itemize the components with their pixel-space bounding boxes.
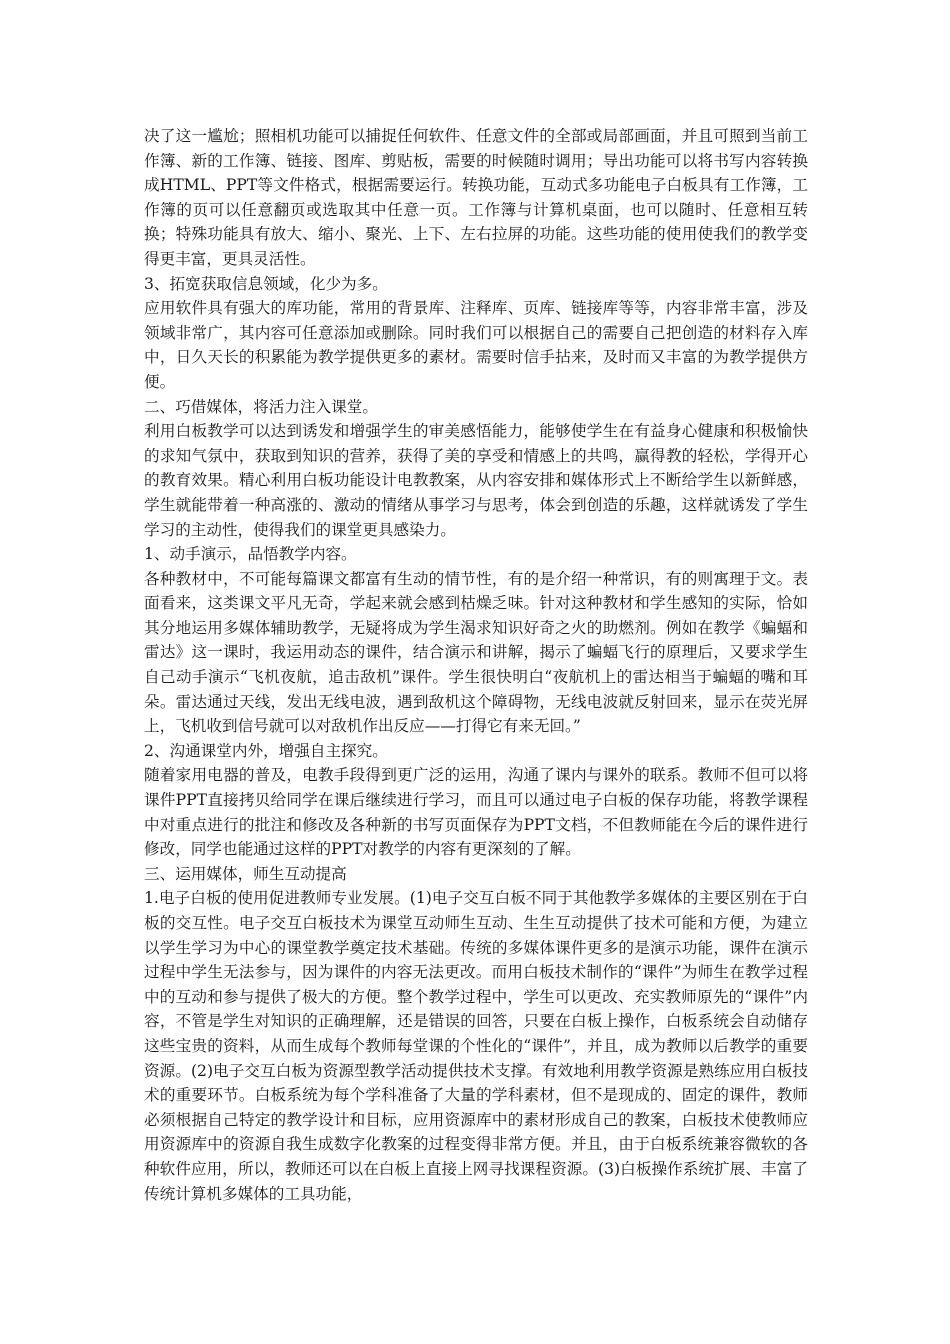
section-heading-er: 二、巧借媒体，将活力注入课堂。 [144, 397, 378, 416]
paragraph-2: 应用软件具有强大的库功能，常用的背景库、注释库、页库、链接库等等，内容非常丰富，涉及领域非常广，其内容可任意添加或删除。同时我们可以根据自己的需要自己把创造的材料存入库中，日久天长的积累能为教学提供更多的素材。需要时信手拈来，及时而又丰富的为教学提供方便。 [144, 299, 808, 391]
document-body [144, 124, 808, 1206]
paragraph-6: 1.电子白板的使用促进教师专业发展。(1)电子交互白板不同于其他教学多媒体的主要区别在于白板的交互性。电子交互白板技术为课堂互动师生互动、生生互动提供了技术可能和方便，为建立以学生学习为中心的课堂教学奠定技术基础。传统的多媒体课件更多的是演示功能，课件在演示过程中学生无法参与，因为课件的内容无法更改。而用白板技术制作的“课件”为师生在教学过程中的互动和参与提供了极大的方便。整个教学过程中，学生可以更改、充实教师原先的“课件”内容，不管是学生对知识的正确理解，还是错误的回答，只要在白板上操作，白板系统会自动储存这些宝贵的资料，从而生成每个教师每堂课的个性化的“课件”，并且，成为教师以后教学的重要资源。(2)电子交互白板为资源型教学活动提供技术支撑。有效地利用教学资源是熟练应用白板技术的重要环节。白板系统为每个学科准备了大量的学科素材，但不是现成的、固定的课件，教师必须根据自己特定的教学设计和目标，应用资源库中的素材形成自己的教案，白板技术使教师应用资源库中的资源自我生成数字化教案的过程变得非常方便。并且，由于白板系统兼容微软的各种软件应用，所以，教师还可以在白板上直接上网寻找课程资源。(3)白板操作系统扩展、丰富了传统计算机多媒体的工具功能， [144, 889, 808, 1203]
paragraph-1: 决了这一尴尬；照相机功能可以捕捉任何软件、任意文件的全部或局部画面，并且可照到当前工作簿、新的工作簿、链接、图库、剪贴板，需要的时候随时调用；导出功能可以将书写内容转换成HTML、PPT等文件格式，根据需要运行。转换功能，互动式多功能电子白板具有工作簿，工作簿的页可以任意翻页或选取其中任意一页。工作簿与计算机桌面，也可以随时、任意相互转换；特殊功能具有放大、缩小、聚光、上下、左右拉屏的功能。这些功能的使用使我们的教学变得更丰富，更具灵活性。 [144, 127, 808, 268]
paragraph-3: 利用白板教学可以达到诱发和增强学生的审美感悟能力，能够使学生在有益身心健康和积极愉快的求知气氛中，获取到知识的营养，获得了美的享受和情感上的共鸣，赢得教的轻松，学得开心的教育效果。精心利用白板功能设计电教教案，从内容安排和媒体形式上不断给学生以新鲜感，学生就能带着一种高涨的、激动的情绪从事学习与思考，体会到创造的乐趣，这样就诱发了学生学习的主动性，使得我们的课堂更具感染力。 [144, 422, 808, 539]
paragraph-5: 随着家用电器的普及，电教手段得到更广泛的运用，沟通了课内与课外的联系。教师不但可以将课件PPT直接拷贝给同学在课后继续进行学习，而且可以通过电子白板的保存功能，将教学课程中对重点进行的批注和修改及各种新的书写页面保存为PPT文档，不但教师能在今后的课件进行修改，同学也能通过这样的PPT对教学的内容有更深刻的了解。 [144, 766, 808, 859]
section-heading-1: 1、动手演示，品悟教学内容。 [144, 545, 357, 564]
paragraph-4: 各种教材中，不可能每篇课文都富有生动的情节性，有的是介绍一种常识，有的则寓理于文。表面看来，这类课文平凡无奇，学起来就会感到枯燥乏味。针对这种教材和学生感知的实际，恰如其分地运用多媒体辅助教学，无疑将成为学生渴求知识好奇之火的助燃剂。例如在教学《蝙蝠和雷达》这一课时，我运用动态的课件，结合演示和讲解，揭示了蝙蝠飞行的原理后，又要求学生自己动手演示“飞机夜航，追击敌机”课件。学生很快明白“夜航机上的雷达相当于蝙蝠的嘴和耳朵。雷达通过天线，发出无线电波，遇到敌机这个障碍物，无线电波就反射回来，显示在荧光屏上，飞机收到信号就可以对敌机作出反应——打得它有来无回。” [144, 569, 808, 736]
section-heading-2: 2、沟通课堂内外，增强自主探究。 [144, 741, 388, 760]
section-heading-san: 三、运用媒体，师生互动提高 [144, 864, 347, 883]
section-heading-3: 3、拓宽获取信息领域，化少为多。 [144, 274, 388, 293]
